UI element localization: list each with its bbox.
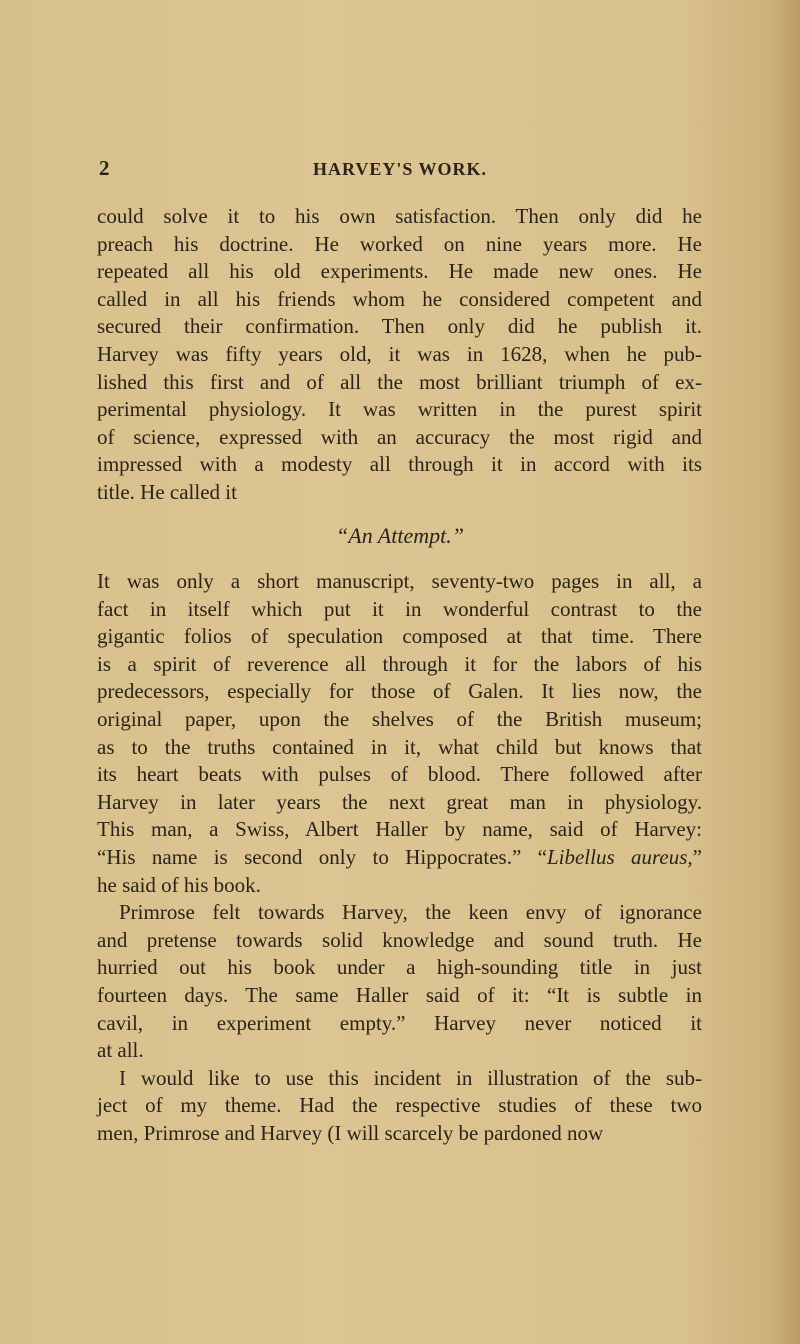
text-line: preach his doctrine. He worked on nine years more. He [97, 231, 702, 256]
text-line: and pretense towards solid knowledge and sound truth. He [97, 927, 702, 952]
text-line: This man, a Swiss, Albert Haller by name, said of Harvey: [97, 817, 702, 842]
text-line: predecessors, especially for those of Galen. It lies now, the [97, 679, 702, 704]
running-head: HARVEY'S WORK. [312, 159, 488, 179]
text-line: secured their confirmation. Then only did he publish it. [97, 314, 702, 339]
text-line: original paper, upon the shelves of the British museum; [97, 706, 702, 731]
text-line: I would like to use this incident in illustration of the sub- [119, 1065, 702, 1090]
text-line: at all. [97, 1038, 144, 1063]
text-line: could solve it to his own satisfaction. Then only did he [97, 204, 702, 228]
text-line: impressed with a modesty all through it in accord with its [97, 452, 702, 477]
text-line: fact in itself which put it in wonderful contrast to the [97, 596, 702, 621]
text-line: Primrose felt towards Harvey, the keen envy of ignorance [119, 900, 702, 925]
text-line: fourteen days. The same Haller said of it: “It is subtle in [97, 982, 702, 1007]
text-line: men, Primrose and Harvey (I will scarcely be pardoned now [97, 1120, 604, 1145]
text-line: Harvey in later years the next great man in physiology. [97, 789, 702, 814]
paragraph-1 [97, 203, 702, 507]
page-number: 2 [99, 156, 110, 180]
text-line: its heart beats with pulses of blood. There followed after [97, 762, 702, 787]
text-line: is a spirit of reverence all through it for the labors of his [97, 651, 702, 676]
paragraph-2 [97, 568, 702, 1147]
text-line: Harvey was fifty years old, it was in 1628, when he pub- [97, 341, 702, 366]
text-line: lished this first and of all the most brilliant triumph of ex- [97, 369, 702, 394]
text-line: perimental physiology. It was written in the purest spirit [97, 397, 702, 422]
text-line: “His name is second only to Hippocrates.” “Libellus aureus,” [97, 844, 702, 869]
text-line: hurried out his book under a high-sounding title in just [97, 955, 702, 980]
text-line: called in all his friends whom he considered competent and [97, 286, 702, 311]
text-line: It was only a short manuscript, seventy-two pages in all, a [97, 569, 702, 593]
text-line: title. He called it [97, 479, 237, 504]
text-line: gigantic folios of speculation composed at that time. There [97, 624, 702, 649]
text-line: ject of my theme. Had the respective studies of these two [97, 1093, 702, 1118]
text-line: he said of his book. [97, 872, 261, 897]
text-line: of science, expressed with an accuracy the most rigid and [97, 424, 702, 449]
text-line: cavil, in experiment empty.” Harvey never noticed it [97, 1010, 702, 1035]
text-line: as to the truths contained in it, what child but knows that [97, 734, 702, 759]
text-line: repeated all his old experiments. He made new ones. He [97, 259, 702, 284]
book-title-quote: “An Attempt.” [336, 523, 464, 548]
